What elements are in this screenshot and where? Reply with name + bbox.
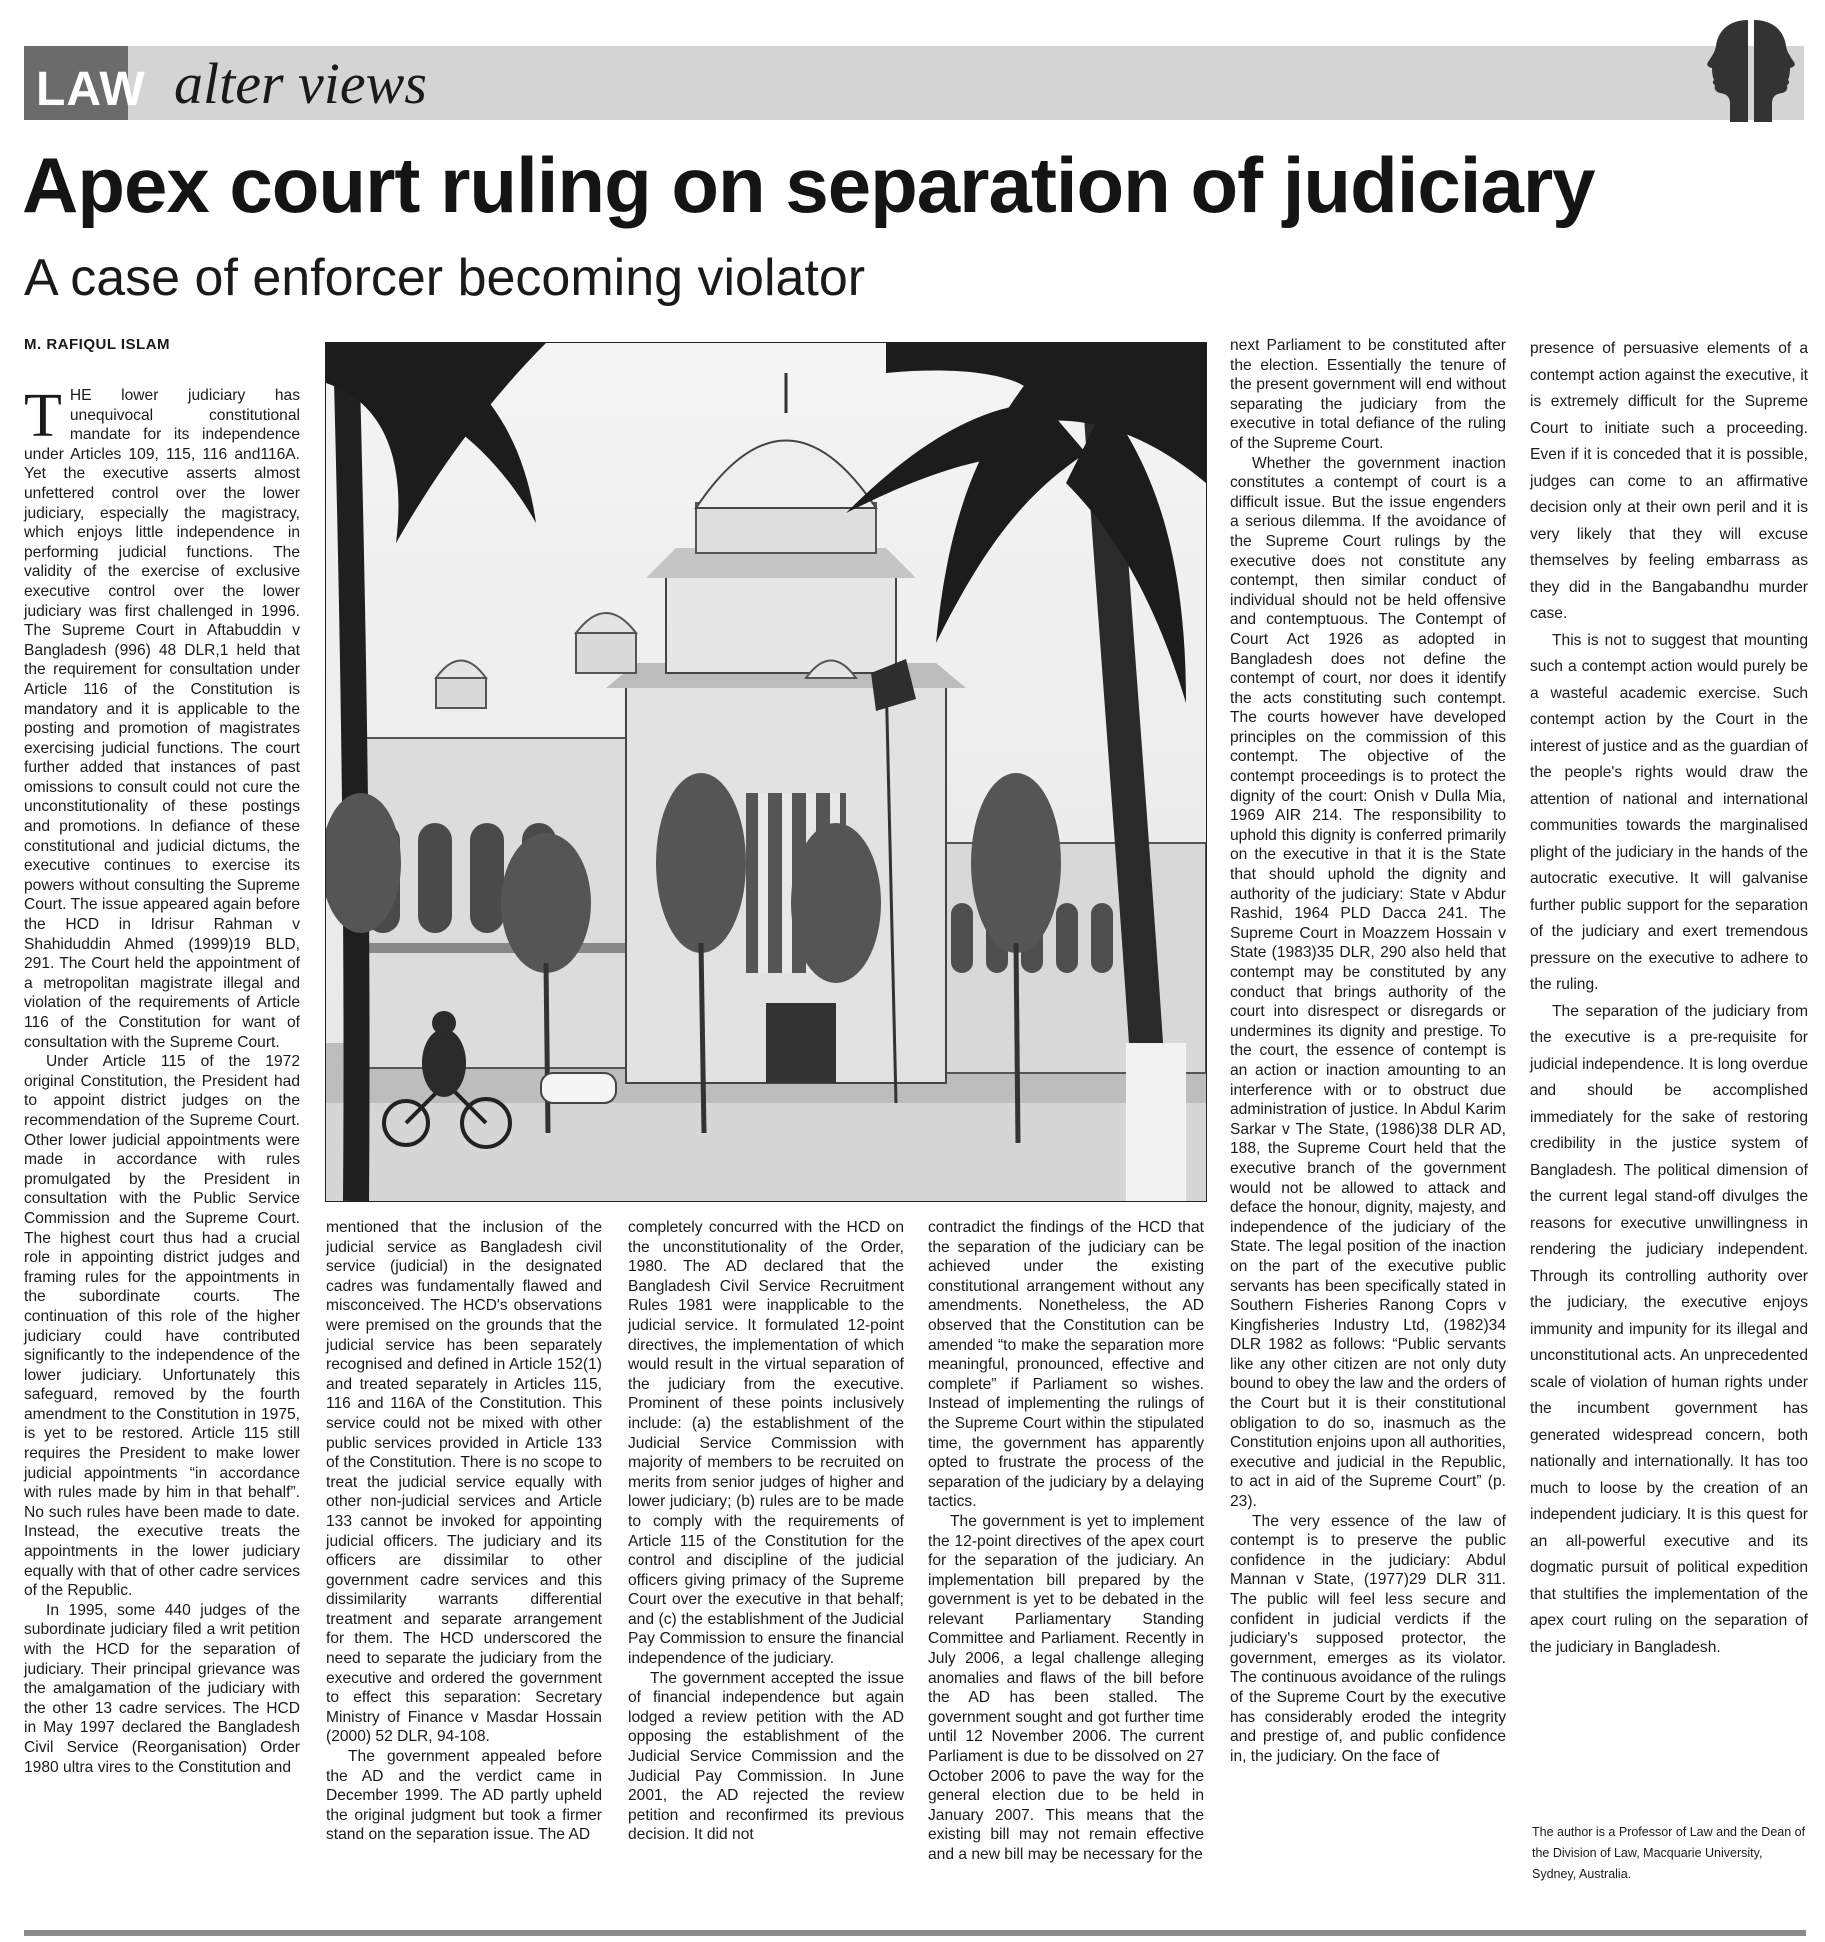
article-paragraph: The government appealed before the AD and the verdict came in December 1999. The AD partly upheld the original judgment but took a firmer stand on the separation issue. The AD (326, 1748, 602, 1844)
article-column-5 (1230, 336, 1506, 1766)
article-paragraph: The government accepted the issue of financial independence but again lodged a review petition with the AD opposing the establishment of the Judicial Service Commission and the Judicial Pay Commission. In June 2001, the AD rejected the review petition and reconfirmed its previous decision. It did not (628, 1669, 904, 1844)
article-column-6 (1530, 336, 1808, 1661)
article-column-3 (628, 1218, 904, 1845)
law-label-block (24, 46, 146, 120)
drop-cap: T (24, 382, 62, 450)
subheadline: A case of enforcer becoming violator (24, 249, 866, 307)
article-paragraph: In 1995, some 440 judges of the subordinate judiciary filed a writ petition with the HCD for the separation of judiciary. Their principal grievance was the amalgamation of the judiciary with the other 13 cadre services. The HCD in May 1997 declared the Bangladesh Civil Service (Reorganisation) Order 1980 ultra vires to the Constitution and (24, 1601, 300, 1776)
supreme-court-building-photo (325, 342, 1207, 1202)
article-paragraph: completely concurred with the HCD on the unconstitutionality of the Order, 1980. The AD declared that the Bangladesh Civil Service Recruitment Rules 1981 were inapplicable to the judicial service. It formulated 12-point directives, the implementation of which would result in the virtual separation of the judiciary from the executive. Prominent of these points inclusively include: (a) the establishment of the Judicial Service Commission with majority of members to be recruited on merits from senior judges of higher and lower judiciary; (b) rules are to be made to comply with the requirements of Article 115 of the Constitution for the control and discipline of the judicial officers giving primacy of the Supreme Court over the executive in that behalf; and (c) the establishment of the Judicial Pay Commission to ensure the financial independence of the judiciary. (628, 1219, 904, 1668)
article-column-2 (326, 1218, 602, 1845)
section-title: alter views (174, 51, 427, 116)
law-label: LAW (36, 63, 146, 116)
article-column-1 (24, 382, 300, 1777)
article-paragraph: The very essence of the law of contempt is to preserve the public confidence in the judiciary: Abdul Mannan v State, (1977)29 DLR 311. The public will feel less secure and confident in judicial verdicts if the judiciary's supposed protector, the government, emerges as its violator. The continuous avoidance of the rulings of the Supreme Court by the executive has considerably eroded the integrity and prestige of, and public confidence in, the judiciary. On the face of (1230, 1512, 1506, 1765)
twin-profile-heads-icon (1696, 18, 1806, 122)
article-paragraph: The government is yet to implement the 12-point directives of the apex court for the separation of the judiciary. An implementation bill prepared by the government is yet to be debated in the relevant Parliamentary Standing Committee and Parliament. Recently in July 2006, a legal challenge alleging anomalies and flaws of the bill before the AD has been stalled. The government sought and got further time until 12 November 2006. The current Parliament is due to be dissolved on 27 October 2006 to pave the way for the general election due to be held in January 2007. This means that the existing bill may not remain effective and a new bill may be necessary for the (928, 1512, 1204, 1863)
section-header (24, 46, 1804, 120)
bottom-rule (24, 1930, 1806, 1936)
article-column-4 (928, 1218, 1204, 1865)
article-paragraph: The separation of the judiciary from the executive is a pre-requisite for judicial independence. It is long overdue and should be accomplished immediately for the sake of restoring credibility in the justice system of Bangladesh. The political dimension of the current legal stand-off divulges the reasons for executive unwillingness in rendering the judiciary independent. Through its controlling authority over the judiciary, the executive enjoys immunity and impunity for its illegal and unconstitutional acts. An unprecedented scale of violation of human rights under the incumbent government has generated widespread concern, both nationally and internationally. It has too much to loose by the creation of an independent judiciary. It is this quest for an all-powerful executive and its dogmatic pursuit of political expedition that stultifies the implementation of the apex court ruling on the separation of the judiciary in Bangladesh. (1530, 1002, 1808, 1656)
article-paragraph: contradict the findings of the HCD that the separation of the judiciary can be achieved under the existing constitutional arrangement without any amendments. Nonetheless, the AD observed that the Constitution can be amended “to make the separation more meaningful, pronounced, effective and complete” if Parliament so wishes. Instead of implementing the rulings of the Supreme Court within the stipulated time, the government has apparently opted to frustrate the process of the separation of the judiciary by a delaying tactics. (928, 1219, 1204, 1511)
article-paragraph: Under Article 115 of the 1972 original Constitution, the President had to appoint district judges on the recommendation of the Supreme Court. Other lower judicial appointments were made in accordance with rules promulgated by the President in consultation with the Public Service Commission and the Supreme Court. The highest court thus had a crucial role in appointing district judges and framing rules for the appointments in the subordinate courts. The continuation of this role of the higher judiciary could have contributed significantly to the independence of the lower judiciary. Unfortunately this safeguard, removed by the fourth amendment to the Constitution in 1975, is yet to be restored. Article 115 still requires the President to make lower judicial appointments “in accordance with rules made by him in that behalf”. No such rules have been made to date. Instead, the executive treats the appointments in the lower judiciary equally with that of other cadre services of the Republic. (24, 1053, 300, 1600)
article-paragraph: Whether the government inaction constitutes a contempt of court is a difficult issue. But the issue engenders a serious dilemma. If the avoidance of the Supreme Court rulings by the executive does not constitute any contempt, then similar conduct of individual should not be held offensive and contemptuous. The Contempt of Court Act 1926 as adopted in Bangladesh does not define the contempt of court, nor does it identify the acts constituting such contempt. The courts however have developed principles on the commission of this contempt. The objective of the contempt proceedings is to protect the dignity of the court: Onish v Dulla Mia, 1969 AIR 214. The responsibility to uphold this dignity is conferred primarily on the executive in that it is the State that should uphold the dignity and authority of the judiciary: State v Abdur Rashid, 1964 PLD Dacca 241. The Supreme Court in Moazzem Hossain v State (1983)35 DLR, 290 also held that contempt may be constituted by any conduct that brings authority of the court into disrespect or disregards or undermines its dignity and prestige. To the court, the essence of contempt is an action or inaction amounting to an interference with or to obstruct due administration of justice. In Abdul Karim Sarkar v The State, (1986)38 DLR AD, 188, the Supreme Court held that the executive branch of the government would not be allowed to attack and deface the honour, dignity, majesty, and independence of the judiciary of the State. The legal position of the inaction on the part of the executive public servants has been specifically stated in Southern Fisheries Ranong Coprs v Kingfisheries Industry Ltd, (1982)34 DLR 1982 as follows: “Public servants like any other citizen are not only duty bound to obey the law and the orders of the Court but it is their constitutional obligation to do so, inasmuch as the Constitution enjoins upon all authorities, executive and judicial in the Republic, to act in aid of the Supreme Court” (p. 23). (1230, 454, 1506, 1511)
byline: M. RAFIQUL ISLAM (24, 336, 171, 353)
article-paragraph: This is not to suggest that mounting such a contempt action would purely be a wasteful academic exercise. Such contempt action by the Court in the interest of justice and as the guardian of the people's rights would draw the attention of national and international communities towards the marginalised plight of the judiciary in the hands of the autocratic executive. It will galvanise further public support for the separation of the judiciary and exert tremendous pressure on the executive to adhere to the ruling. (1530, 631, 1808, 993)
author-note: The author is a Professor of Law and the Dean of the Division of Law, Macquarie University, Sydney, Australia. (1532, 1825, 1806, 1881)
article-paragraph: THE lower judiciary has unequivocal constitutional mandate for its independence under Articles 109, 115, 116 and116A. Yet the executive asserts almost unfettered control over the lower judiciary, especially the magistracy, which enjoys little independence in performing judicial functions. The validity of the exercise of exclusive executive control over the lower judiciary was first challenged in 1996. The Supreme Court in Aftabuddin v Bangladesh (996) 48 DLR,1 held that the requirement for consultation under Article 116 of the Constitution is mandatory and it is applicable to the posting and promotion of magistrates exercising judicial functions. The court further added that instances of past omissions to consult could not cure the unconstitutionality of these postings and promotions. In defiance of these constitutional and judicial dictums, the executive continues to exercise its powers without consulting the Supreme Court. The issue appeared again before the HCD in Idrisur Rahman v Shahiduddin Ahmed (1999)19 BLD, 291. The Court held the appointment of a metropolitan magistrate illegal and violation of the requirements of Article 116 of the Constitution for want of consultation with the Supreme Court. (24, 382, 300, 1051)
article-paragraph: mentioned that the inclusion of the judicial service as Bangladesh civil service (judicial) in the designated cadres was fundamentally flawed and misconceived. The HCD's observations were premised on the grounds that the judicial service has been separately recognised and defined in Article 152(1) and treated separately in Articles 115, 116 and 116A of the Constitution. This service could not be mixed with other public services provided in Article 133 of the Constitution. There is no scope to treat the judicial service equally with other non-judicial services and Article 133 cannot be invoked for appointing judicial officers. The judiciary and its officers are dissimilar to other government cadre services and this dissimilarity warrants differential treatment and separate arrangement for them. The HCD underscored the need to separate the judiciary from the executive and ordered the government to effect this separation: Secretary Ministry of Finance v Masdar Hossain (2000) 52 DLR, 94-108. (326, 1219, 602, 1746)
supreme-court-building-image (326, 343, 1206, 1201)
article-paragraph: presence of persuasive elements of a contempt action against the executive, it is extremely difficult for the Supreme Court to initiate such a proceeding. Even if it is conceded that it is possible, judges can come to an affirmative decision only at their own peril and it is very likely that they will excuse themselves by feeling embarrass as they did in the Bangabandhu murder case. (1530, 340, 1808, 622)
headline: Apex court ruling on separation of judiciary (22, 141, 1595, 229)
article-paragraph: next Parliament to be constituted after the election. Essentially the tenure of the present government will end without separating the judiciary from the executive in total defiance of the ruling of the Supreme Court. (1230, 337, 1506, 452)
